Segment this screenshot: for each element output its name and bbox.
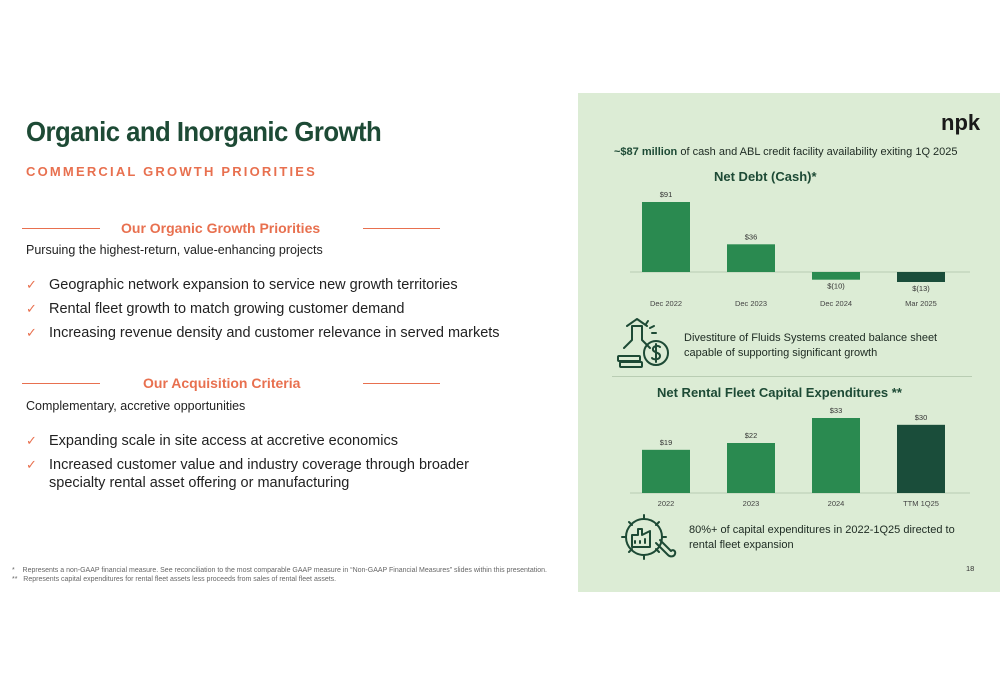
capex-bar [642,450,690,493]
capex-category-label: 2023 [742,499,760,508]
page-number: 18 [966,564,975,573]
page-subtitle: COMMERCIAL GROWTH PRIORITIES [26,164,318,179]
acquisition-rule-right [363,383,440,384]
net-debt-value-label: $(10) [827,281,845,291]
footnote: * Represents a non-GAAP financial measure. See reconciliation to the most comparable GAAP measure in “Non-GAAP Financial Measures” slides within this presentation. [12,567,547,574]
capex-chart [610,400,990,510]
capex-value-label: $22 [744,431,758,440]
capex-bar [897,425,945,493]
divestiture-note: Divestiture of Fluids Systems created balance sheet capable of supporting significant growth [684,332,938,359]
capex-category-label: TTM 1Q25 [903,499,939,508]
net-debt-chart [610,186,990,312]
net-debt-bar [642,202,690,272]
net-debt-category-label: Mar 2025 [905,299,937,308]
liquidity-statement: ~$87 million of cash and ABL credit facility availability exiting 1Q 2025 [614,146,958,158]
net-debt-category-label: Dec 2024 [819,299,853,308]
capex-bar [727,443,775,493]
net-debt-chart-title: Net Debt (Cash)* [714,169,817,184]
capex-category-label: 2024 [827,499,845,508]
capex-value-label: $19 [659,437,673,447]
check-icon: ✓ [26,457,37,472]
acquisition-bullet: ✓ Increased customer value and industry coverage through broader specialty rental asset offering or manufacturing [26,457,469,491]
organic-rule-right [363,228,440,229]
check-icon: ✓ [26,301,37,316]
net-debt-bar [727,244,775,272]
organic-bullet: ✓ Increasing revenue density and customer relevance in served markets [26,325,500,341]
check-icon: ✓ [26,433,37,448]
organic-subheading: Pursuing the highest-return, value-enhancing projects [26,243,323,257]
brand-logo: npk [941,110,981,135]
organic-rule-left [22,228,100,229]
footnote: ** Represents capital expenditures for rental fleet assets less proceeds from sales of rental fleet assets. [12,576,337,583]
organic-heading: Our Organic Growth Priorities [121,220,321,236]
organic-bullet: ✓ Rental fleet growth to match growing customer demand [26,301,405,317]
net-debt-value-label: $(13) [912,284,930,293]
panel-divider [612,376,972,377]
net-debt-value-label: $36 [744,232,758,242]
net-debt-bar [897,272,945,282]
factory-gear-icon [620,513,678,565]
capex-category-label: 2022 [657,499,675,508]
acquisition-bullet: ✓ Expanding scale in site access at accretive economics [26,433,398,449]
capex-chart-title: Net Rental Fleet Capital Expenditures ** [657,385,902,400]
page-title: Organic and Inorganic Growth [26,116,382,147]
capex-value-label: $30 [914,412,928,422]
organic-bullet: ✓ Geographic network expansion to service new growth territories [26,277,458,293]
check-icon: ✓ [26,325,37,340]
net-debt-category-label: Dec 2023 [734,299,768,308]
capex-bar [812,418,860,493]
net-debt-bar [812,272,860,280]
money-growth-icon [614,318,672,370]
acquisition-subheading: Complementary, accretive opportunities [26,399,246,413]
capex-note: 80%+ of capital expenditures in 2022-1Q25 directed to rental fleet expansion [689,524,955,551]
acquisition-heading: Our Acquisition Criteria [143,375,301,391]
acquisition-rule-left [22,383,100,384]
net-debt-value-label: $91 [659,190,673,199]
check-icon: ✓ [26,277,37,292]
net-debt-category-label: Dec 2022 [649,299,683,308]
capex-value-label: $33 [829,406,843,415]
